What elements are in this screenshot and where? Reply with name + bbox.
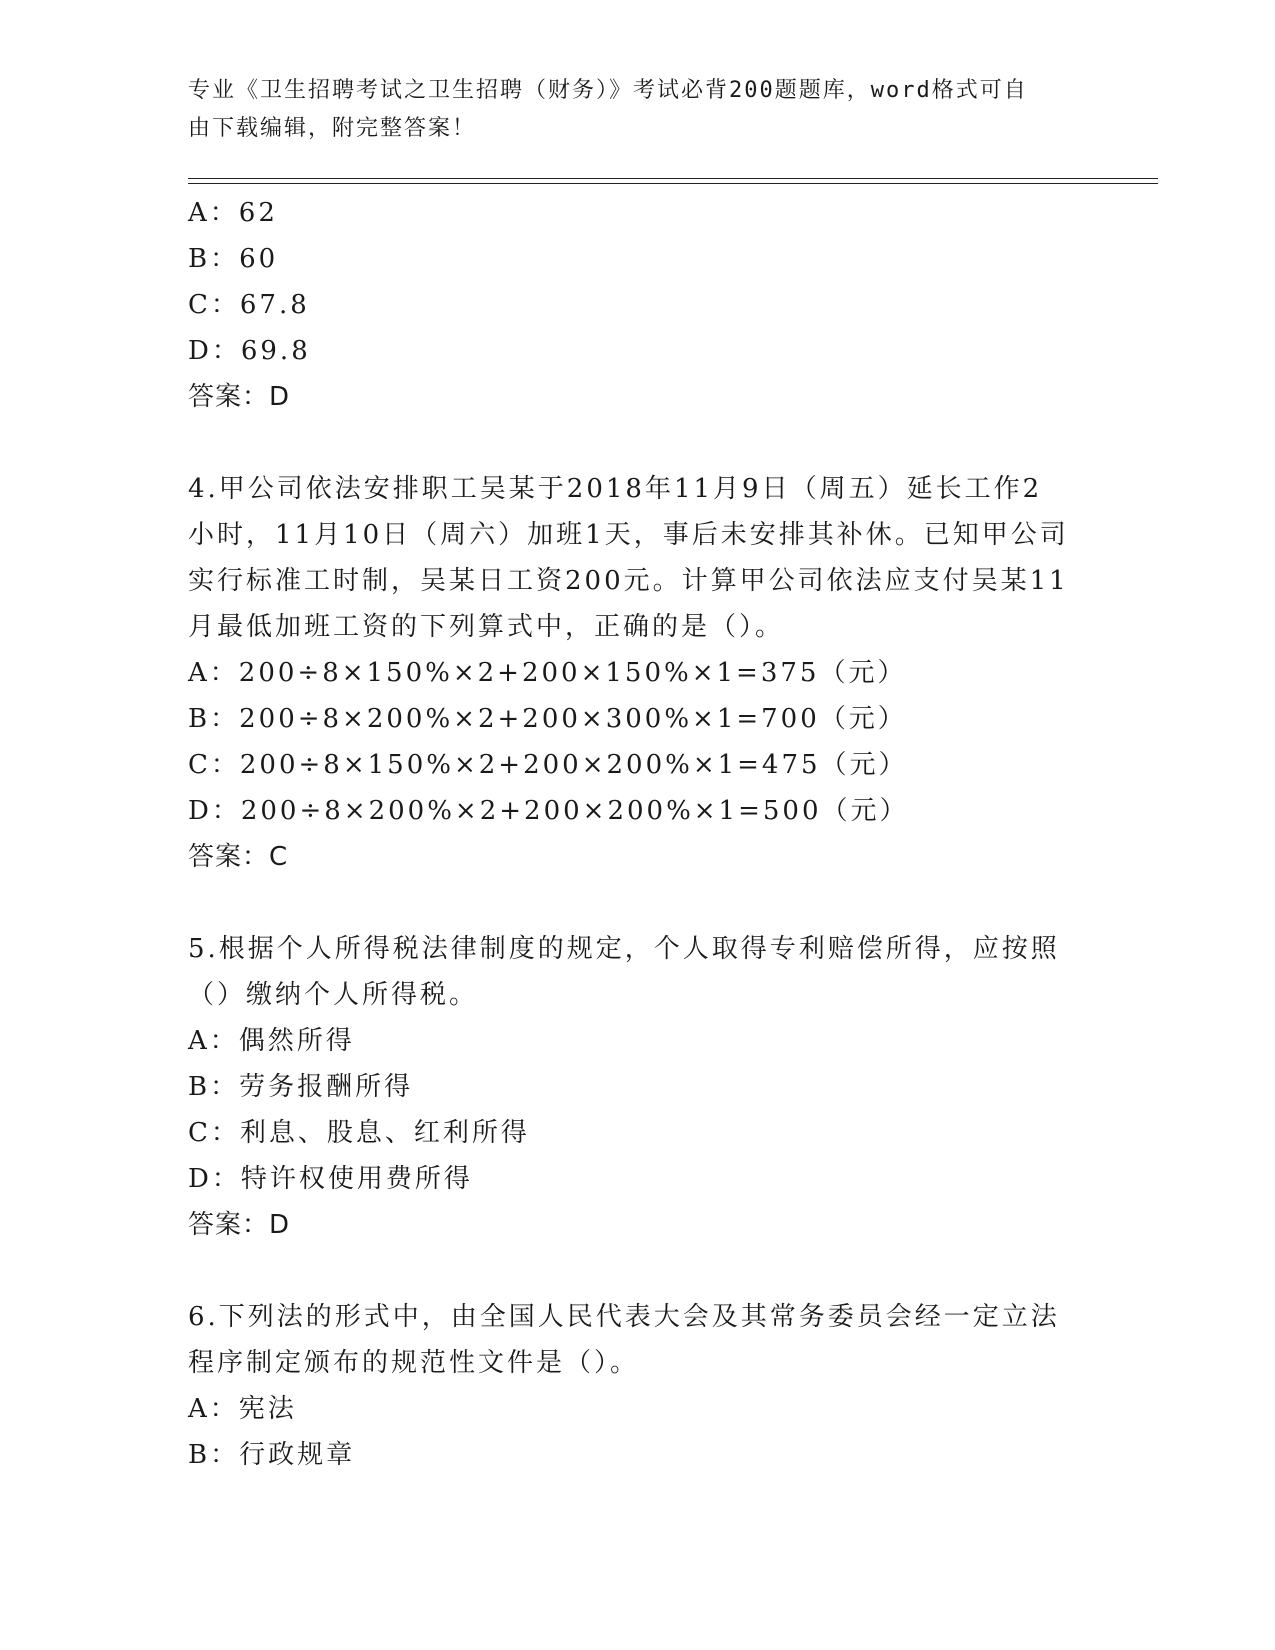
answer: 答案：C <box>188 842 289 872</box>
option-b: B：60 <box>188 244 279 274</box>
question-5 <box>188 926 1088 1248</box>
header-line-1: 专业《卫生招聘考试之卫生招聘（财务）》考试必背200题题库，word格式可自 <box>188 78 1028 103</box>
header-divider-top <box>188 178 1158 179</box>
option-c: C：200÷8×150%×2+200×200%×1=475（元） <box>188 750 908 780</box>
question-stem-line: 5.根据个人所得税法律制度的规定，个人取得专利赔偿所得，应按照 <box>188 934 1060 964</box>
option-c: C：利息、股息、红利所得 <box>188 1118 530 1148</box>
question-3-tail <box>188 190 1088 420</box>
option-d: D：特许权使用费所得 <box>188 1164 473 1194</box>
option-d: D：200÷8×200%×2+200×200%×1=500（元） <box>188 796 909 826</box>
question-6 <box>188 1294 1088 1478</box>
question-stem-line: 程序制定颁布的规范性文件是（）。 <box>188 1348 640 1378</box>
document-header <box>188 72 1068 148</box>
option-c: C：67.8 <box>188 290 310 320</box>
answer: 答案：D <box>188 382 291 412</box>
spacer <box>188 880 1088 926</box>
question-stem-line: 月最低加班工资的下列算式中，正确的是（）。 <box>188 612 785 642</box>
question-list <box>188 190 1088 1478</box>
option-b: B：200÷8×200%×2+200×300%×1=700（元） <box>188 704 907 734</box>
question-stem-line: 小时，11月10日（周六）加班1天，事后未安排其补休。已知甲公司 <box>188 520 1069 550</box>
option-a: A：偶然所得 <box>188 1026 355 1056</box>
spacer <box>188 1248 1088 1294</box>
option-b: B：劳务报酬所得 <box>188 1072 414 1102</box>
option-a: A：宪法 <box>188 1394 297 1424</box>
question-stem-line: 6.下列法的形式中，由全国人民代表大会及其常务委员会经一定立法 <box>188 1302 1060 1332</box>
option-b: B：行政规章 <box>188 1440 356 1470</box>
question-stem-line: 4.甲公司依法安排职工吴某于2018年11月9日（周五）延长工作2 <box>188 474 1043 504</box>
header-line-2: 由下载编辑，附完整答案！ <box>188 116 477 141</box>
answer: 答案：D <box>188 1210 291 1240</box>
option-a: A：200÷8×150%×2+200×150%×1=375（元） <box>188 658 907 688</box>
header-divider-bottom <box>188 183 1158 184</box>
option-a: A：62 <box>188 198 278 228</box>
question-stem-line: （）缴纳个人所得税。 <box>188 980 479 1010</box>
spacer <box>188 420 1088 466</box>
question-4 <box>188 466 1088 880</box>
question-stem-line: 实行标准工时制，吴某日工资200元。计算甲公司依法应支付吴某11 <box>188 566 1069 596</box>
option-d: D：69.8 <box>188 336 311 366</box>
